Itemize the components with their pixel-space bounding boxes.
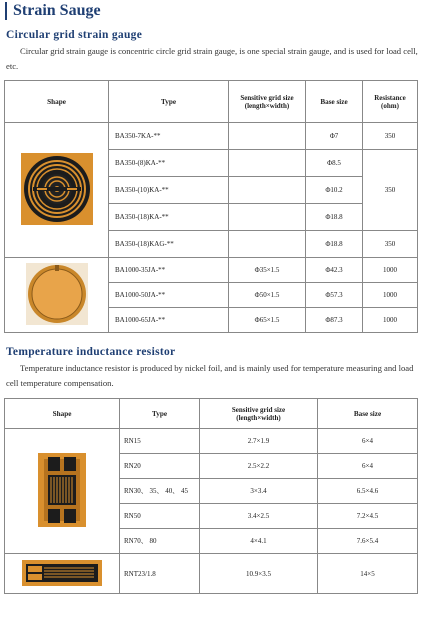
header-type: Type <box>120 399 200 429</box>
type-cell: BA1000-65JA-** <box>109 308 229 333</box>
grid-cell: Φ35×1.5 <box>229 258 306 283</box>
header-base: Base size <box>306 81 363 123</box>
type-cell: RN15 <box>120 429 200 454</box>
header-grid <box>200 399 318 429</box>
type-cell: RN50 <box>120 504 200 529</box>
base-cell: 6×4 <box>318 454 418 479</box>
shape-cell-circular-ja <box>5 258 109 333</box>
shape-cell-rnt <box>5 554 120 594</box>
grid-cell <box>229 177 306 204</box>
grid-cell: 4×4.1 <box>200 529 318 554</box>
section1-description: Circular grid strain gauge is concentric circle grid strain gauge, is one special strain gauge, and is used for load cell, etc. <box>6 46 418 71</box>
header-res-line1: Resistance <box>374 93 406 102</box>
base-cell: 6×4 <box>318 429 418 454</box>
nickel-foil-resistor-image <box>38 453 86 527</box>
type-cell: BA350-(18)KAG-** <box>109 231 229 258</box>
page-title: Strain Sauge <box>13 2 101 19</box>
type-cell: BA350-(18)KA-** <box>109 204 229 231</box>
shape-cell-circular-ka <box>5 123 109 258</box>
resistance-cell: 350 <box>363 231 418 258</box>
rnt-resistor-image <box>22 560 102 586</box>
grid-cell: 2.5×2.2 <box>200 454 318 479</box>
header-res-line2: (ohm) <box>381 101 399 110</box>
base-cell: Φ7 <box>306 123 363 150</box>
base-cell: Φ18.8 <box>306 231 363 258</box>
grid-cell: Φ50×1.5 <box>229 283 306 308</box>
temperature-resistor-table <box>4 398 418 594</box>
base-cell: 14×5 <box>318 554 418 594</box>
grid-cell: 3×3.4 <box>200 479 318 504</box>
table-row <box>5 123 418 150</box>
resistance-cell: 1000 <box>363 258 418 283</box>
resistance-cell: 1000 <box>363 283 418 308</box>
header-grid-line2: (length×width) <box>236 413 281 422</box>
header-grid-line2: (length×width) <box>244 101 290 110</box>
section2-heading: Temperature inductance resistor <box>6 346 176 358</box>
grid-cell <box>229 204 306 231</box>
type-cell: BA1000-50JA-** <box>109 283 229 308</box>
title-bar <box>5 2 101 20</box>
header-grid-line1: Sensitive grid size <box>231 405 286 414</box>
header-grid-line1: Sensitive grid size <box>240 93 294 102</box>
type-cell: RN20 <box>120 454 200 479</box>
table-header-row <box>5 81 418 123</box>
shape-cell-rn <box>5 429 120 554</box>
header-type: Type <box>109 81 229 123</box>
grid-cell <box>229 150 306 177</box>
strain-gauge-table <box>4 80 418 333</box>
table-header-row <box>5 399 418 429</box>
table-row <box>5 429 418 454</box>
base-cell: Φ10.2 <box>306 177 363 204</box>
grid-cell: 10.9×3.5 <box>200 554 318 594</box>
base-cell: Φ18.8 <box>306 204 363 231</box>
base-cell: Φ42.3 <box>306 258 363 283</box>
type-cell: BA350-(10)KA-** <box>109 177 229 204</box>
resistance-cell: 350 <box>363 123 418 150</box>
base-cell: 7.6×5.4 <box>318 529 418 554</box>
table-row <box>5 258 418 283</box>
type-cell: BA1000-35JA-** <box>109 258 229 283</box>
resistance-cell: 1000 <box>363 308 418 333</box>
type-cell: RN30、 35、 40、 45 <box>120 479 200 504</box>
resistance-cell: 350 <box>363 150 418 231</box>
header-base: Base size <box>318 399 418 429</box>
grid-cell <box>229 231 306 258</box>
grid-cell: 2.7×1.9 <box>200 429 318 454</box>
type-cell: BA350-7KA-** <box>109 123 229 150</box>
section2-description: Temperature inductance resistor is produced by nickel foil, and is mainly used for temperature measuring and load cell temperature compensation. <box>6 363 414 388</box>
table-row <box>5 554 418 594</box>
type-cell: RN70、 80 <box>120 529 200 554</box>
circular-disc-gauge-image <box>26 263 88 325</box>
circular-grid-gauge-image <box>21 153 93 225</box>
header-shape: Shape <box>5 399 120 429</box>
base-cell: 6.5×4.6 <box>318 479 418 504</box>
base-cell: Φ57.3 <box>306 283 363 308</box>
header-resistance <box>363 81 418 123</box>
header-shape: Shape <box>5 81 109 123</box>
base-cell: Φ87.3 <box>306 308 363 333</box>
base-cell: Φ8.5 <box>306 150 363 177</box>
grid-cell <box>229 123 306 150</box>
base-cell: 7.2×4.5 <box>318 504 418 529</box>
section1-heading: Circular grid strain gauge <box>6 29 143 41</box>
grid-cell: 3.4×2.5 <box>200 504 318 529</box>
header-grid <box>229 81 306 123</box>
type-cell: BA350-(8)KA-** <box>109 150 229 177</box>
type-cell: RNT23/1.8 <box>120 554 200 594</box>
grid-cell: Φ65×1.5 <box>229 308 306 333</box>
